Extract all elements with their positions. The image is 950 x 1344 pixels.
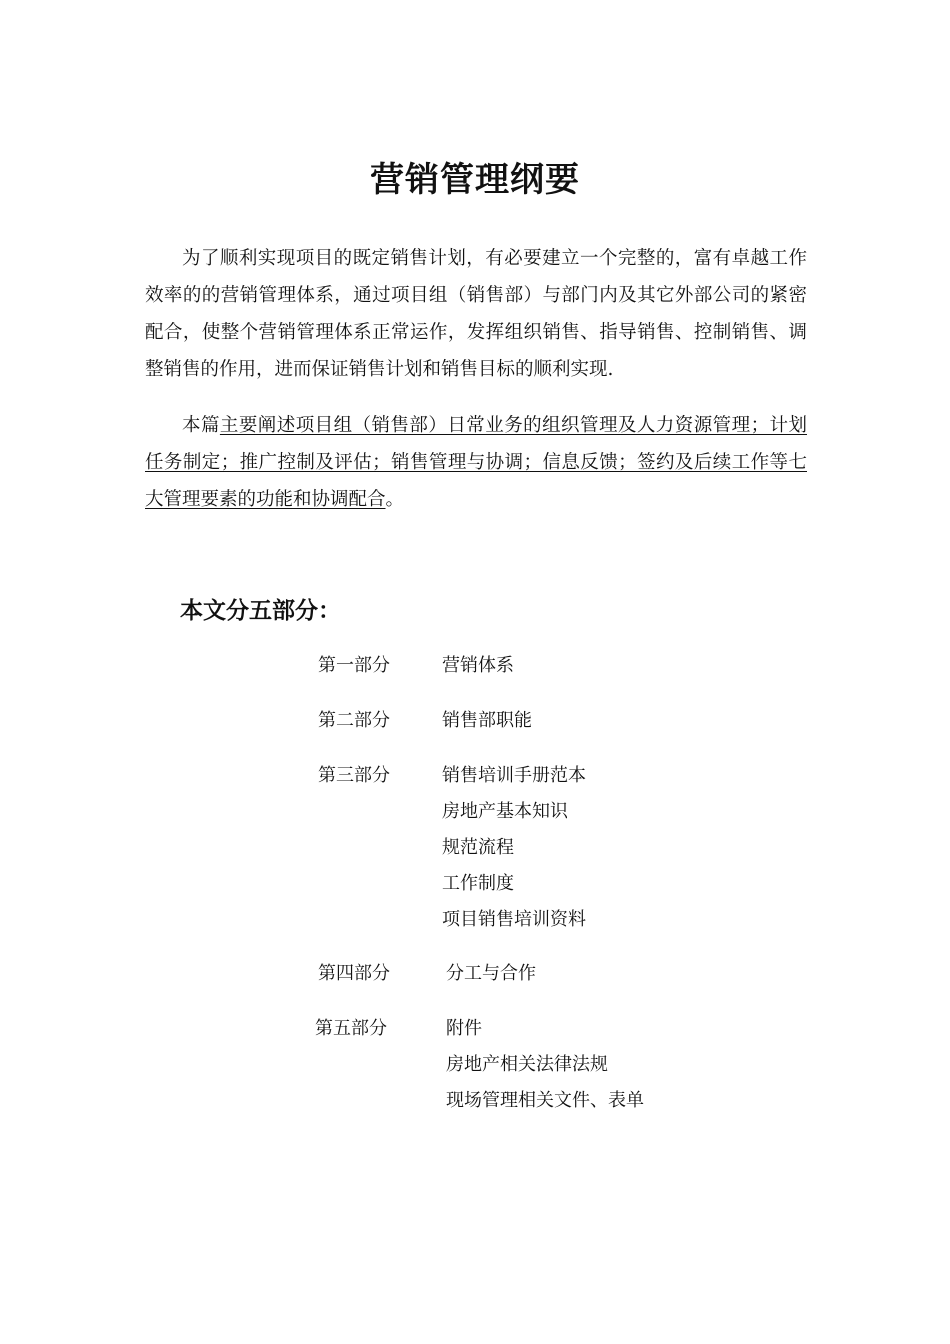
toc-item: 现场管理相关文件、表单 xyxy=(446,1090,644,1111)
toc-item: 房地产相关法律法规 xyxy=(446,1054,608,1075)
toc-item: 营销体系 xyxy=(442,655,514,676)
toc-item: 分工与合作 xyxy=(446,963,536,984)
toc-part-label: 第五部分 xyxy=(315,1018,387,1039)
toc-part-label: 第一部分 xyxy=(318,655,390,676)
toc-item: 项目销售培训资料 xyxy=(442,909,586,930)
scope-tail: 。 xyxy=(385,489,405,510)
section-heading: 本文分五部分： xyxy=(180,597,341,624)
scope-lead: 本篇 xyxy=(182,415,220,436)
toc-item: 销售培训手册范本 xyxy=(442,765,586,786)
toc-item: 销售部职能 xyxy=(442,710,532,731)
toc-item: 规范流程 xyxy=(442,837,514,858)
toc-item: 房地产基本知识 xyxy=(442,801,568,822)
scope-paragraph xyxy=(145,407,807,518)
toc-part-label: 第三部分 xyxy=(318,765,390,786)
toc-part-label: 第二部分 xyxy=(318,710,390,731)
document-title: 营销管理纲要 xyxy=(370,160,580,200)
toc-item: 工作制度 xyxy=(442,873,514,894)
toc-item: 附件 xyxy=(446,1018,482,1039)
intro-paragraph: 为了顺利实现项目的既定销售计划，有必要建立一个完整的，富有卓越工作效率的的营销管理体系，通过项目组（销售部）与部门内及其它外部公司的紧密配合，使整个营销管理体系正常运作，发挥组织销售、指导销售、控制销售、调整销售的作用，进而保证销售计划和销售目标的顺利实现. xyxy=(145,248,807,380)
toc-part-label: 第四部分 xyxy=(318,963,390,984)
scope-underlined-text: 主要阐述项目组（销售部）日常业务的组织管理及人力资源管理；计划任务制定；推广控制及评估；销售管理与协调；信息反馈；签约及后续工作等七大管理要素的功能和协调配合 xyxy=(145,415,807,510)
